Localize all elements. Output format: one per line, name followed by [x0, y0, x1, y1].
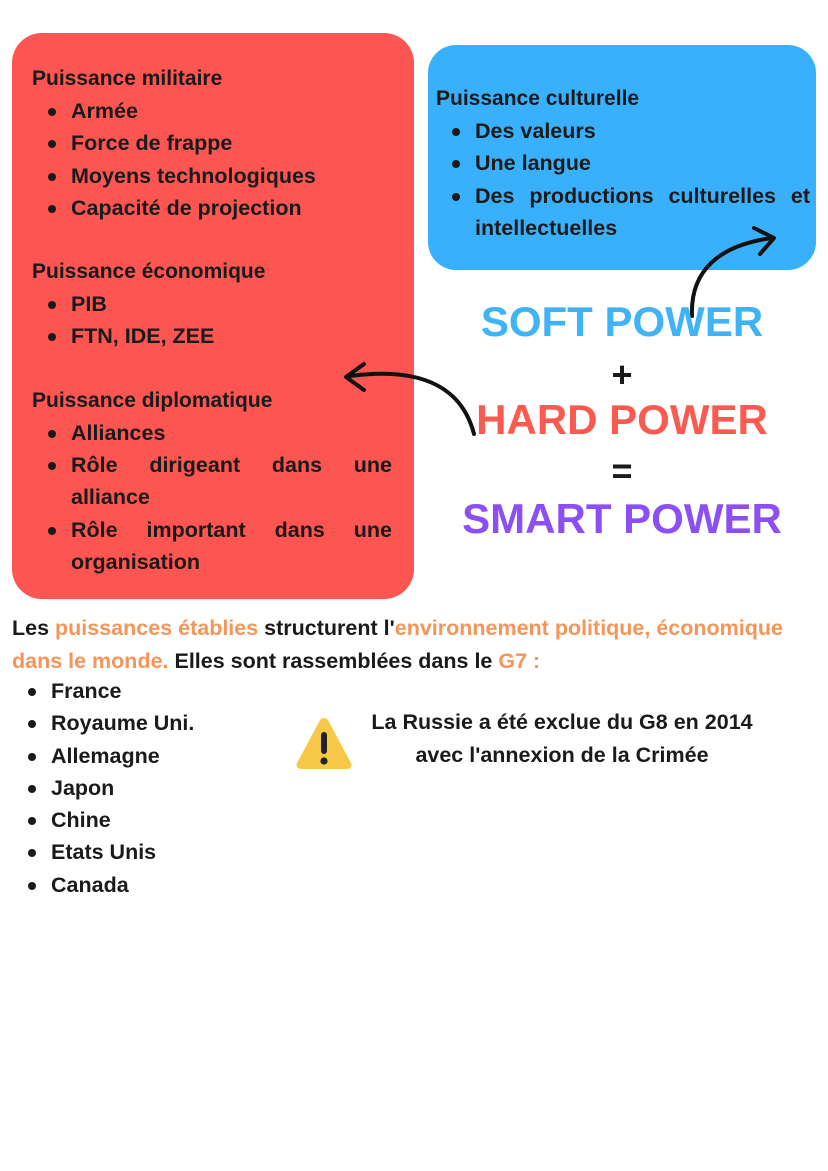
list-item: Alliances [32, 417, 392, 449]
list-item: Une langue [436, 147, 810, 179]
intro-text: Les [12, 616, 56, 640]
list-item: Allemagne [12, 740, 292, 772]
list-item: France [12, 675, 292, 707]
list-item: Des productions culturelles et intellectuelles [436, 180, 810, 245]
intro-paragraph [12, 612, 792, 677]
intro-highlight: puissances établies [55, 616, 259, 640]
list-item: FTN, IDE, ZEE [32, 320, 392, 352]
cultural-list [436, 115, 810, 244]
diplomatic-section [32, 385, 392, 578]
section-title: Puissance diplomatique [32, 388, 273, 412]
list-item: Capacité de projection [32, 192, 392, 224]
intro-highlight: environnement politique, économique dans le monde. [12, 616, 783, 673]
list-item: Canada [12, 869, 292, 901]
list-item: Royaume Uni. [12, 707, 292, 739]
warning-icon [294, 714, 354, 772]
list-item: Etats Unis [12, 836, 292, 868]
intro-text: Elles sont rassemblées dans le [168, 648, 499, 673]
intro-text: structurent l' [258, 616, 395, 640]
section-title: Puissance culturelle [436, 87, 640, 110]
soft-power-card [428, 45, 816, 270]
soft-power-label: SOFT POWER [480, 298, 764, 345]
equals-sign: = [611, 450, 633, 491]
intro-highlight: G7 : [498, 648, 541, 673]
diplomatic-list [32, 417, 392, 578]
economic-list [32, 288, 392, 353]
hard-power-label: HARD POWER [476, 396, 768, 443]
list-item: Armée [32, 95, 392, 127]
list-item: Chine [12, 804, 292, 836]
list-item: PIB [32, 288, 392, 320]
hard-power-card [12, 33, 414, 599]
list-item: Rôle important dans une organisation [32, 514, 392, 579]
section-title: Puissance économique [32, 260, 266, 284]
military-list [32, 95, 392, 224]
plus-sign: + [611, 354, 633, 395]
list-item: Rôle dirigeant dans une alliance [32, 449, 392, 514]
military-section [32, 63, 392, 224]
list-item: Des valeurs [436, 115, 810, 147]
list-item: Force de frappe [32, 127, 392, 159]
list-item: Moyens technologiques [32, 160, 392, 192]
section-title: Puissance militaire [32, 67, 223, 90]
g7-list [12, 675, 292, 901]
smart-power-label: SMART POWER [462, 495, 782, 542]
economic-section [32, 256, 392, 353]
warning-text: La Russie a été exclue du G8 en 2014 avec l'annexion de la Crimée [371, 710, 753, 767]
list-item: Japon [12, 772, 292, 804]
